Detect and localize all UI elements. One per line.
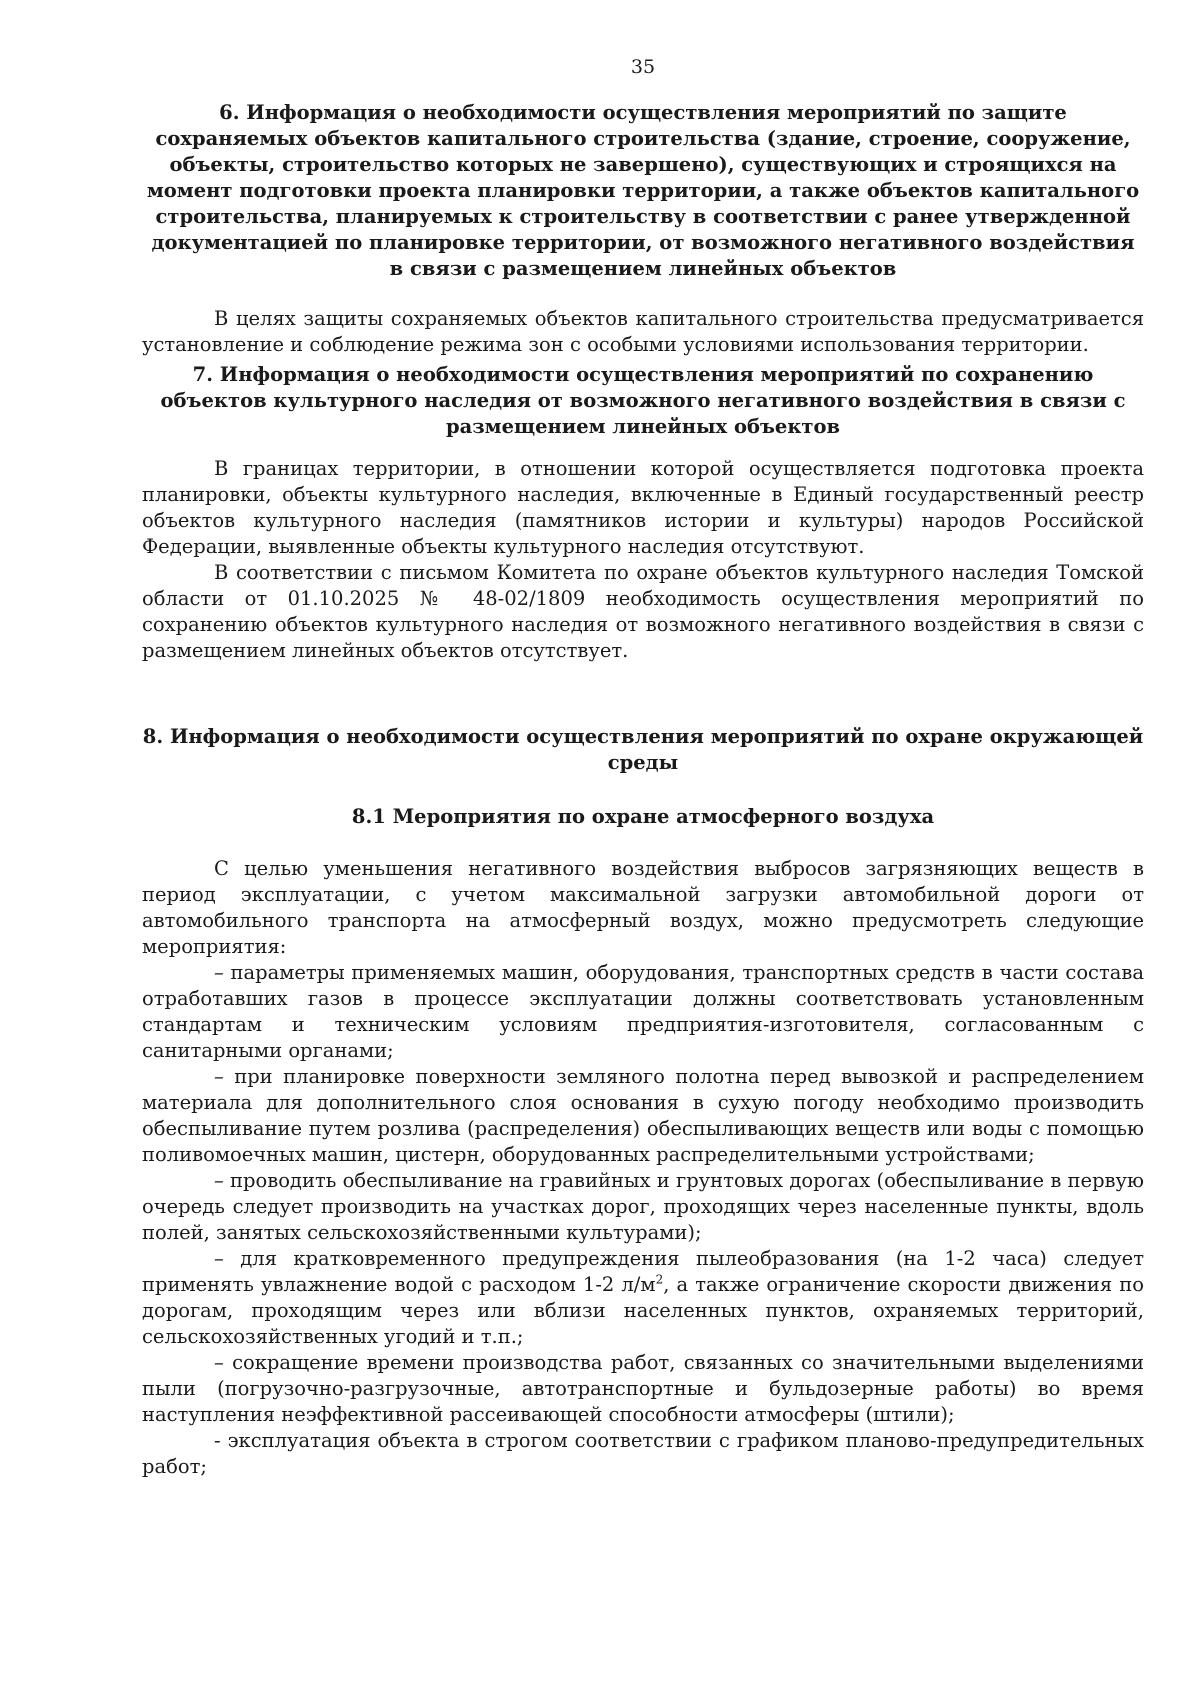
document-page	[142, 56, 1144, 1480]
section-8-intro-paragraph: С целью уменьшения негативного воздействия выбросов загрязняющих веществ в период эксплуатации, с учетом максимальной загрузки автомобильной дороги от автомобильного транспорта на атмосферный воздух, можно предусмотреть следующие мероприятия:	[142, 857, 1144, 958]
section-6-paragraph: В целях защиты сохраняемых объектов капитального строительства предусматривается установление и соблюдение режима зон с особыми условиями использования территории.	[142, 307, 1144, 356]
list-item: – проводить обеспыливание на гравийных и грунтовых дорогах (обеспыливание в первую очередь следует производить на участках дорог, проходящих через населенные пункты, вдоль полей, занятых сельскохозяйственными культурами);	[142, 1169, 1144, 1244]
superscript: 2	[655, 1272, 664, 1287]
section-8-heading: 8. Информация о необходимости осуществления мероприятий по охране окружающей среды	[142, 725, 1144, 774]
list-item: – сокращение времени производства работ, связанных со значительными выделениями пыли (погрузочно-разгрузочные, автотранспортные и бульдозерные работы) во время наступления неэффективной рассеивающей способности атмосферы (штили);	[142, 1351, 1144, 1426]
section-7-heading: 7. Информация о необходимости осуществления мероприятий по сохранению объектов культурного наследия от возможного негативного воздействия в связи с размещением линейных объектов	[160, 363, 1126, 438]
list-item: - эксплуатация объекта в строгом соответствии с графиком планово-предупредительных работ;	[142, 1429, 1144, 1478]
section-7-paragraph: В границах территории, в отношении которой осуществляется подготовка проекта планировки, объекты культурного наследия, включенные в Единый государственный реестр объектов культурного наследия (памятников истории и культуры) народов Российской Федерации, выявленные объекты культурного наследия отсутствуют.	[142, 457, 1144, 558]
list-item: – при планировке поверхности земляного полотна перед вывозкой и распределением материала для дополнительного слоя основания в сухую погоду необходимо производить обеспыливание путем розлива (распределения) обеспыливающих веществ или воды с помощью поливомоечных машин, цистерн, оборудованных распределительными устройствами;	[142, 1065, 1144, 1166]
section-6-heading: 6. Информация о необходимости осуществления мероприятий по защите сохраняемых объектов капитального строительства (здание, строение, сооружение, объекты, строительство которых не завершено), существующих и строящихся на момент подготовки проекта планировки территории, а также объектов капитального строительства, планируемых к строительству в соответствии с ранее утвержденной документацией по планировке территории, от возможного негативного воздействия в связи с размещением линейных объектов	[146, 101, 1140, 280]
section-8-1-subheading: 8.1 Мероприятия по охране атмосферного воздуха	[351, 805, 935, 828]
list-item-text: – для кратковременного предупреждения пылеобразования (на 1-2 часа) следует применять увлажнение водой с расходом 1-2 л/м	[142, 1247, 1144, 1296]
list-item	[142, 1246, 1144, 1350]
section-7-paragraph: В соответствии с письмом Комитета по охране объектов культурного наследия Томской области от 01.10.2025 № 48-02/1809 необходимость осуществления мероприятий по сохранению объектов культурного наследия от возможного негативного воздействия в связи с размещением линейных объектов отсутствует.	[142, 561, 1144, 662]
page-number: 35	[630, 56, 656, 78]
list-item-text: , а также ограничение скорости движения по дорогам, проходящим через или вблизи населенных пунктов, охраняемых территорий, сельскохозяйственных угодий и т.п.;	[142, 1273, 1144, 1348]
list-item: – параметры применяемых машин, оборудования, транспортных средств в части состава отработавших газов в процессе эксплуатации должны соответствовать установленным стандартам и техническим условиям предприятия-изготовителя, согласованным с санитарными органами;	[142, 961, 1144, 1062]
